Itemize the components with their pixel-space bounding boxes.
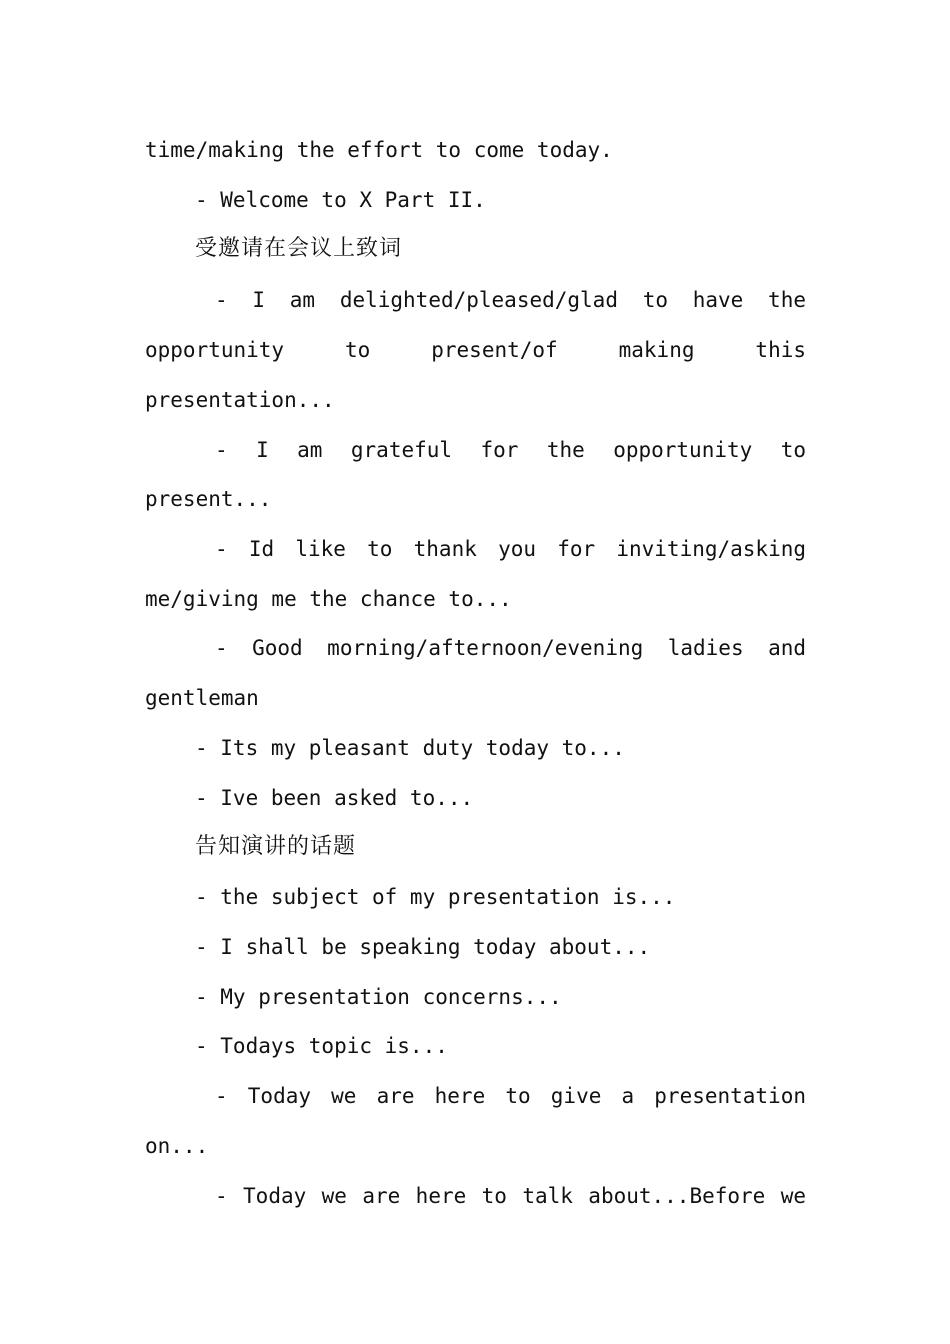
text-line: on... [145,1134,209,1158]
text-line: - My presentation concerns... [195,985,562,1009]
text-line: presentation... [145,388,335,412]
text-line: - I am grateful for the opportunity to [215,438,806,462]
text-line: - Ive been asked to... [195,786,474,810]
text-line: gentleman [145,686,259,710]
text-line: - I am delighted/pleased/glad to have the [215,288,806,312]
text-line: - Welcome to X Part II. [195,188,486,212]
text-line: - Its my pleasant duty today to... [195,736,625,760]
text-line: - Todays topic is... [195,1034,448,1058]
text-line: - Today we are here to talk about...Before we [215,1184,806,1208]
text-line: present... [145,487,272,511]
text-line: - I shall be speaking today about... [195,935,651,959]
text-line: opportunity to present/of making this [145,338,806,362]
section-heading: 受邀请在会议上致词 [195,236,403,261]
text-line: me/giving me the chance to... [145,587,512,611]
text-line: - Today we are here to give a presentation [215,1084,806,1108]
text-line: - Good morning/afternoon/evening ladies and [215,636,806,660]
text-line: - Id like to thank you for inviting/asking [215,537,806,561]
text-line: time/making the effort to come today. [145,138,613,162]
text-line: - the subject of my presentation is... [195,885,676,909]
section-heading: 告知演讲的话题 [195,834,357,859]
